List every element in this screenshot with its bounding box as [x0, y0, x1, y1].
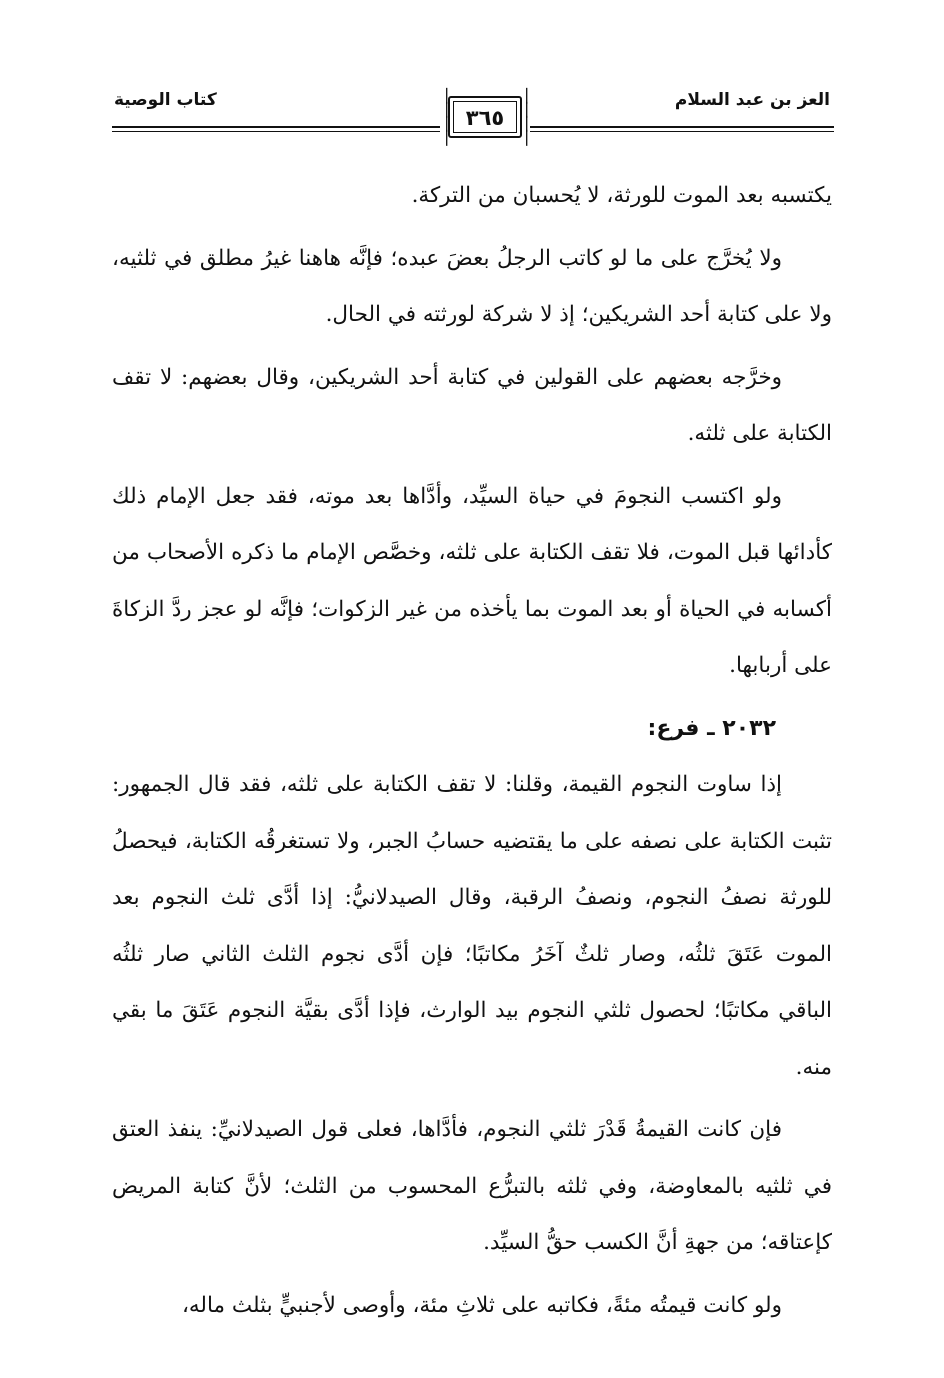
- main-text: [112, 168, 832, 1334]
- running-header: [112, 86, 834, 150]
- page-number-cartouche: [440, 85, 534, 146]
- author-name: العز بن عبد السلام: [674, 90, 830, 110]
- paragraph: يكتسبه بعد الموت للورثة، لا يُحسبان من التركة.: [411, 183, 832, 208]
- paragraph: إذا ساوت النجوم القيمة، وقلنا: لا تقف الكتابة على ثلثه، فقد قال الجمهور: تثبت الكتابة على نصفه على ما يقتضيه حسابُ الجبر، ولا تستغرقُه الكتابة، فيحصلُ للورثة نصفُ النجوم، ونصفُ الرقبة، وقال الصيدلانيُّ: إذا أدَّى ثلث النجوم بعد الموت عَتَقَ ثلثُه، وصار ثلثٌ آخَرُ مكاتبًا؛ فإن أدَّى نجوم الثلث الثاني صار ثلثُه الباقي مكاتبًا؛ لحصول ثلثي النجوم بيد الوارث، فإذا أدَّى بقيَّة النجوم عَتَقَ ما بقي منه.: [112, 772, 832, 1080]
- paragraph: وخرَّجه بعضهم على القولين في كتابة أحد الشريكين، وقال بعضهم: لا تقف الكتابة على ثلثه.: [112, 364, 832, 446]
- ornament-right-icon: ❘ ❘ ❘ ❘: [520, 85, 534, 146]
- book-section-title: كتاب الوصية: [114, 90, 217, 110]
- ornament-left-icon: ❘ ❘ ❘ ❘: [440, 85, 454, 146]
- paragraph: فإن كانت القيمةُ قَدْرَ ثلثي النجوم، فأدَّاها، فعلى قول الصيدلانيِّ: ينفذ العتق في ثلثيه بالمعاوضة، وفي ثلثه بالتبرُّع المحسوب من الثلث؛ لأنَّ كتابة المريض كإعتاقه؛ من جهةِ أنَّ الكسب حقُّ السيِّد.: [112, 1117, 832, 1255]
- paragraph: ولا يُخرَّج على ما لو كاتب الرجلُ بعضَ عبده؛ فإنَّه هاهنا غيرُ مطلق في ثلثيه، ولا على كتابة أحد الشريكين؛ إذ لا شركة لورثته في الحال.: [112, 245, 832, 327]
- paragraph: ولو كانت قيمتُه مئةً، فكاتبه على ثلاثِ مئة، وأوصى لأجنبيٍّ بثلث ماله،: [181, 1292, 782, 1318]
- section-heading: ٢٠٣٢ ـ فرع:: [647, 715, 776, 741]
- paragraph: ولو اكتسب النجومَ في حياة السيِّد، وأدَّاها بعد موته، فقد جعل الإمام ذلك كأدائها قبل الموت، فلا تقف الكتابة على ثلثه، وخصَّص الإمام ما ذكره الأصحاب من أكسابه في الحياة أو بعد الموت بما يأخذه من غير الزكوات؛ فإنَّه لو عجز ردَّ الزكاةَ على أربابها.: [112, 483, 832, 678]
- page-number: ٣٦٥: [465, 106, 505, 130]
